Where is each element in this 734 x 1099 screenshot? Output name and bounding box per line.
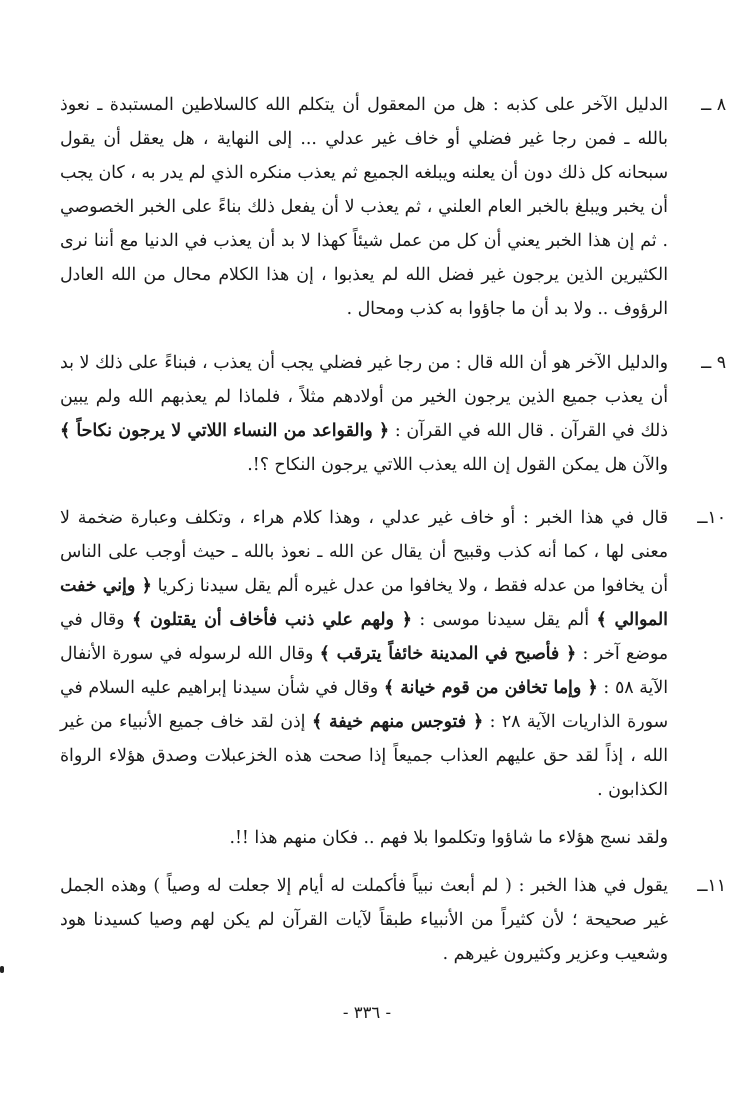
section-8 — [60, 88, 726, 326]
section-text: ألم يقل سيدنا موسى : — [419, 610, 589, 630]
quran-quote: ﴿ فأصبح في المدينة خائفاً يترقب ﴾ — [319, 644, 577, 664]
margin-mark — [0, 966, 4, 973]
quran-quote: ﴿ وإني خفت الموالي ﴾ — [60, 576, 668, 630]
section-11 — [60, 869, 726, 971]
quran-quote: ﴿ والقواعد من النساء اللاتي لا يرجون نكاحاً ﴾ — [60, 421, 390, 441]
section-text: وقال في موضع آخر : — [60, 610, 669, 664]
section-text: وقال في شأن سيدنا إبراهيم عليه السلام في سورة الذاريات الآية ٢٨ : — [60, 678, 668, 732]
section-text: وقال الله لرسوله في سورة الأنفال الآية ٥٨ : — [60, 644, 668, 698]
section-text: والآن هل يمكن القول إن الله يعذب اللاتي يرجون النكاح ؟!. — [247, 455, 668, 475]
section-number: ٩ ــ — [701, 353, 726, 373]
section-9 — [60, 346, 726, 482]
section-number: ١١ــ — [697, 876, 726, 896]
section-text: يقول في هذا الخبر : ( لم أبعث نبياً فأكملت له أيام إلا جعلت له وصياً ) وهذه الجمل غير صحيحة ؛ لأن كثيراً من الأنبياء طبقاً لآيات القرآن لم يكن لهم وصيا كسيدنا هود وشعيب وعزير وكثيرون غيرهم . — [60, 876, 668, 964]
section-text: قال في هذا الخبر : أو خاف غير عدلي ، وهذا كلام هراء ، وتكلف وعبارة ضخمة لا معنى لها ، كما أنه كذب وقبيح أن يقال عن الله ـ نعوذ بالله ـ حيث أوجب على الناس أن يخافوا من عدله فقط ، ولا يخافوا من عدل غيره ألم يقل سيدنا زكريا — [60, 508, 668, 596]
quran-quote: ﴿ ولهم علي ذنب فأخاف أن يقتلون ﴾ — [131, 610, 412, 630]
section-text: والدليل الآخر هو أن الله قال : من رجا غير فضلي يجب أن يعذب ، فبناءً على ذلك لا بد أن يعذب جميع الذين يرجون الخير من أولادهم مثلاً ، فلماذا لم يعذبهم الله ولم يبين ذلك في القرآن . قال الله في القرآن : — [60, 353, 668, 441]
page-number: - ٣٣٦ - — [342, 1003, 392, 1022]
section-text: إذن لقد خاف جميع الأنبياء من غير الله ، إذاً لقد حق عليهم العذاب جميعاً إذا صحت هذه الخزعبلات وصدق هؤلاء الرواة الكذابون . — [60, 712, 668, 800]
section-10 — [60, 501, 726, 855]
section-text: الدليل الآخر على كذبه : هل من المعقول أن يتكلم الله كالسلاطين المستبدة ـ نعوذ بالله ـ فمن رجا غير فضلي أو خاف غير عدلي ... إلى النهاية ، هل يعقل أن يقول سبحانه كل ذلك دون أن يعلنه ويبلغه الجميع ثم يعذب منكره الذي لم يدر به ، كان يجب أن يخبر ويبلغ بالخبر العام العلني ، ثم يعذب لا أن يفعل ذلك بناءً على الخبر الخصوصي . ثم إن هذا الخبر يعني أن كل من عمل شيئاً كهذا لا بد أن يعذب في الدنيا مع أننا نرى الكثيرين الذين يرجون غير فضل الله لم يعذبوا ، إن هذا الكلام محال من الله العادل الرؤوف .. ولا بد أن ما جاؤوا به كذب ومحال . — [60, 95, 668, 319]
section-number: ٨ ــ — [701, 95, 726, 115]
quran-quote: ﴿ وإما تخافن من قوم خيانة ﴾ — [383, 678, 598, 698]
quran-quote: ﴿ فتوجس منهم خيفة ﴾ — [311, 712, 484, 732]
section-number: ١٠ــ — [697, 508, 726, 528]
page-body — [60, 88, 726, 971]
closing-paragraph: ولقد نسج هؤلاء ما شاؤوا وتكلموا بلا فهم .. فكان منهم هذا !!. — [229, 828, 668, 848]
